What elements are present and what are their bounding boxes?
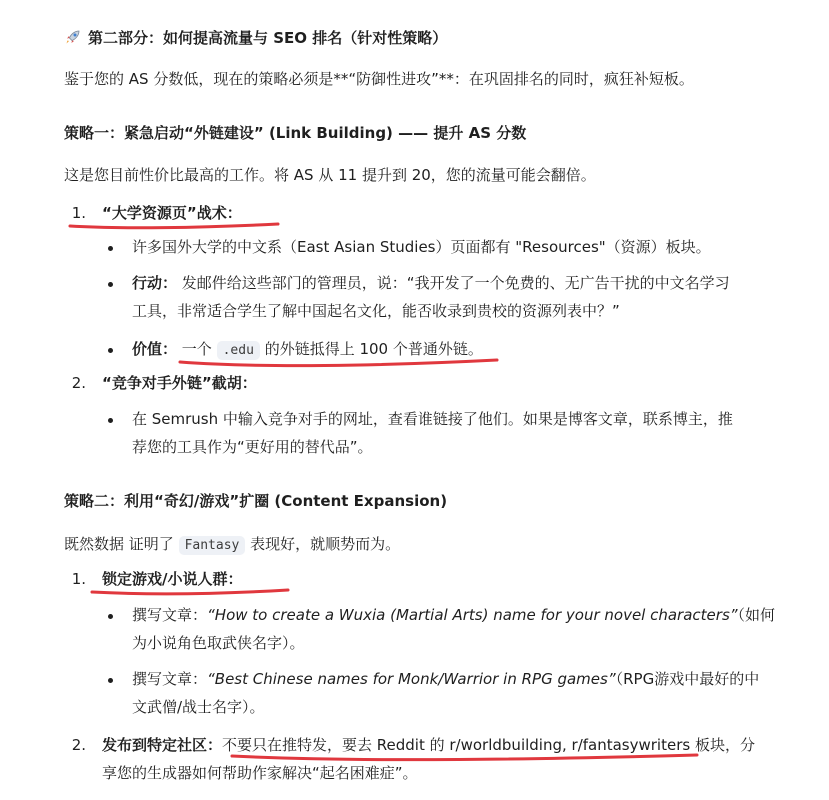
list-number: 1.: [71, 204, 86, 222]
strategy1-item2-bullet1-line1: 在 Semrush 中输入竞争对手的网址，查看谁链接了他们。如果是博客文章，联系博主，推: [132, 410, 733, 428]
rocket-icon: [64, 27, 82, 49]
strategy1-desc: 这是您目前性价比最高的工作。将 AS 从 11 提升到 20，您的流量可能会翻倍。: [64, 166, 596, 184]
list-number: 1.: [71, 570, 86, 588]
intro-paragraph: 鉴于您的 AS 分数低，现在的策略必须是**“防御性进攻”**：在巩固排名的同时，疯狂补短板。: [64, 70, 694, 88]
strategy1-item2-bullet1-line2: 荐您的工具作为“更好用的替代品”。: [132, 438, 373, 456]
strategy1-item1-bullet2-line1: [132, 272, 730, 294]
strategy1-title: 策略一：紧急启动“外链建设” (Link Building) —— 提升 AS 分数: [64, 124, 527, 142]
strategy2-item1-title: 锁定游戏/小说人群：: [102, 570, 243, 588]
strategy1-item1-bullet2-line2: 工具，非常适合学生了解中国起名文化，能否收录到贵校的资源列表中？”: [132, 302, 620, 320]
value-pre: 一个: [181, 340, 212, 358]
strategy1-item1-bullet3: [132, 338, 483, 362]
strategy2-title: 策略二：利用“奇幻/游戏”扩圈 (Content Expansion): [64, 492, 448, 510]
strategy1-item1-title: “大学资源页”战术：: [102, 204, 242, 222]
strategy2-item1-bullet2-line2: 文武僧/战士名字）。: [132, 698, 265, 716]
article-tail: （如何: [737, 606, 776, 624]
underline-university-tactic: [70, 224, 278, 228]
article-title: “How to create a Wuxia (Martial Arts) name for your novel characters”: [207, 606, 738, 624]
article-title: “Best Chinese names for Monk/Warrior in RPG games”: [207, 670, 616, 688]
action-text: 发邮件给这些部门的管理员，说：“我开发了一个免费的、无广告干扰的中文名学习: [181, 274, 730, 292]
article-label: 撰写文章：: [132, 670, 208, 688]
strategy2-item2-line2: 享您的生成器如何帮助作家解决“起名困难症”。: [102, 764, 418, 782]
bullet-dot: [108, 282, 113, 287]
edu-code: .edu: [217, 341, 260, 360]
article-label: 撰写文章：: [132, 606, 208, 624]
strategy2-item1-bullet2-line1: [132, 668, 759, 690]
bullet-dot: [108, 348, 113, 353]
underline-target-audience: [92, 590, 288, 594]
list-number: 2.: [71, 736, 86, 754]
bullet-dot: [108, 418, 113, 423]
section-title-text: 第二部分：如何提高流量与 SEO 排名（针对性策略）: [88, 29, 448, 47]
strategy2-item2-line1: [102, 734, 755, 756]
bullet-dot: [108, 678, 113, 683]
section-title: [64, 27, 447, 49]
strategy2-desc: [64, 533, 400, 557]
list-number: 2.: [71, 374, 86, 392]
fantasy-code: Fantasy: [179, 536, 246, 555]
article-tail: （RPG游戏中最好的中: [615, 670, 760, 688]
value-label: 价值：: [132, 340, 178, 358]
strategy2-item1-bullet1-line1: [132, 604, 775, 626]
bullet-dot: [108, 614, 113, 619]
strategy1-item2-title: “竞争对手外链”截胡：: [102, 374, 257, 392]
publish-text: 不要只在推特发，要去 Reddit 的 r/worldbuilding, r/fantasywriters 板块，分: [222, 736, 755, 754]
desc-post: 表现好，就顺势而为。: [250, 535, 401, 553]
strategy2-item1-bullet1-line2: 为小说角色取武侠名字）。: [132, 634, 305, 652]
bullet-dot: [108, 246, 113, 251]
publish-label: 发布到特定社区：: [102, 736, 223, 754]
desc-pre: 既然数据 证明了: [64, 535, 174, 553]
action-label: 行动：: [132, 274, 178, 292]
strategy1-item1-bullet1: 许多国外大学的中文系（East Asian Studies）页面都有 "Resources"（资源）板块。: [132, 238, 711, 256]
value-post: 的外链抵得上 100 个普通外链。: [264, 340, 483, 358]
